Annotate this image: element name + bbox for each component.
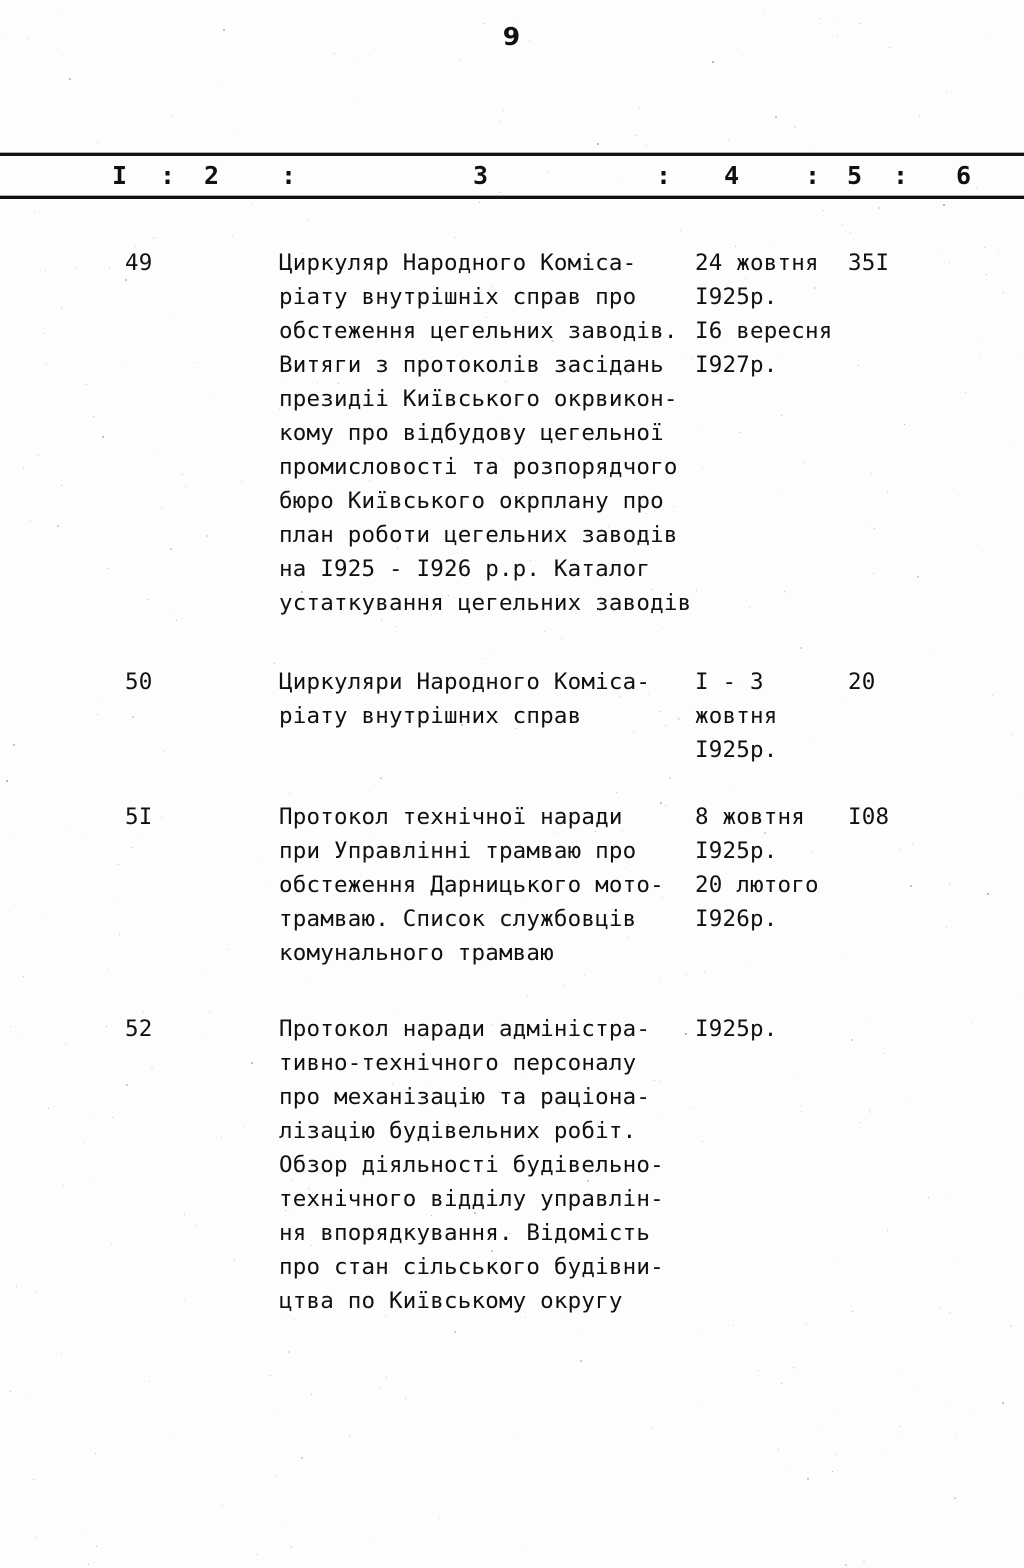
column-number: 3 [473,161,489,190]
entry-title [279,665,709,733]
column-number: 5 [847,161,863,190]
entry-title-line: ня впорядкування. Відомість [279,1220,651,1246]
column-separator: : [893,161,909,190]
entry-title-line: бюро Київського окрплану про [279,488,664,514]
column-separator: : [656,161,672,190]
entry-sheet-count: 20 [848,669,876,695]
entry-title-line: комунального трамваю [279,940,554,966]
entry-date-line: I925р. [695,838,778,864]
entry-title-line: цтва по Київському округу [279,1288,623,1314]
entry-sheet-count: I08 [848,804,890,830]
entry-title-line: Обзор діяльності будівельно- [279,1152,664,1178]
header-rule-bottom [0,196,1024,199]
entry-title-line: Циркуляр Народного Коміса- [279,250,637,276]
entry-title [279,1012,709,1318]
column-separator: : [160,161,176,190]
entry-title-line: промисловості та розпорядчого [279,454,678,480]
column-number-header [0,153,1024,199]
entry-title-line: обстеження Дарницького мото- [279,872,664,898]
entry-date-line: I6 вересня [695,318,833,344]
entry-title-line: технічного відділу управлін- [279,1186,664,1212]
entry-number: 52 [125,1016,153,1042]
page-number: 9 [502,22,522,51]
entry-date [695,800,860,936]
entry-date [695,665,860,767]
entry-title-line: трамваю. Список службовців [279,906,637,932]
entry-title-line: про механізацію та раціона- [279,1084,651,1110]
entry-title-line: ріату внутрішних справ [279,703,582,729]
entry-title-line: Протокол наради адміністра- [279,1016,651,1042]
header-rule-top [0,153,1024,156]
entry-number: 49 [125,250,153,276]
entry-date-line: I927р. [695,352,778,378]
column-number: 2 [204,161,220,190]
entry-title-line: устаткування цегельних заводів [279,590,692,616]
entry-date [695,1012,860,1046]
entry-title-line: кому про відбудову цегельної [279,420,664,446]
entry-title-line: на I925 - I926 р.р. Каталог [279,556,651,582]
entry-date-line: 24 жовтня [695,250,819,276]
entry-title-line: про стан сільського будівни- [279,1254,664,1280]
entry-date-line: жовтня [695,703,778,729]
entry-title-line: Циркуляри Народного Коміса- [279,669,651,695]
entry-sheet-count: 35I [848,250,890,276]
entry-number: 50 [125,669,153,695]
entry-date [695,246,860,382]
entry-title-line: Протокол технічної наради [279,804,623,830]
entry-title [279,800,709,970]
entry-number: 5I [125,804,153,830]
entry-date-line: I925р. [695,1016,778,1042]
entry-date-line: I925р. [695,737,778,763]
entry-title-line: Витяги з протоколів засідань [279,352,664,378]
entry-title-line: план роботи цегельних заводів [279,522,678,548]
entry-title-line: ріату внутрішніх справ про [279,284,637,310]
entry-date-line: I - 3 [695,669,764,695]
entry-date-line: 8 жовтня [695,804,805,830]
entry-date-line: I925р. [695,284,778,310]
entry-title-line: тивно-технічного персоналу [279,1050,637,1076]
entry-title-line: при Управлінні трамваю про [279,838,637,864]
column-number: 4 [724,161,740,190]
entry-date-line: 20 лютого [695,872,819,898]
entry-title-line: президіі Київського окрвикон- [279,386,678,412]
column-separator: : [281,161,297,190]
column-number: 6 [956,161,972,190]
entry-title-line: лізацію будівельних робіт. [279,1118,637,1144]
entry-title-line: обстеження цегельних заводів. [279,318,678,344]
column-number: I [112,161,128,190]
entry-date-line: I926р. [695,906,778,932]
column-separator: : [805,161,821,190]
entry-title [279,246,709,620]
